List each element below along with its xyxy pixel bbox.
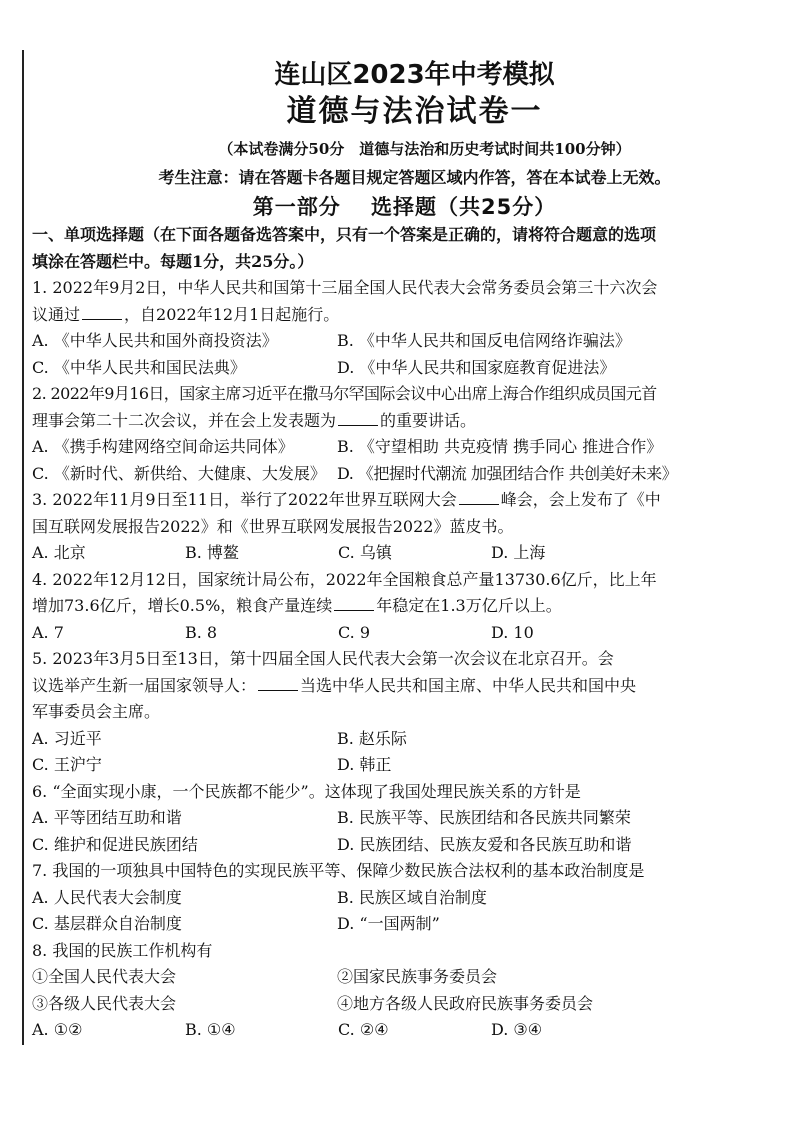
option-a: A. 7 — [32, 622, 64, 642]
option-row — [32, 461, 777, 488]
part-title: 第一部分 选择题（共25分） — [252, 195, 557, 219]
question-stem — [32, 673, 777, 700]
option-row — [32, 1017, 777, 1044]
option-d: D. 《把握时代潮流 加强团结合作 共创美好未来》 — [337, 463, 678, 483]
statement-item: ③各级人民代表大会 — [32, 993, 177, 1013]
option-d: D. 民族团结、民族友爱和各民族互助和谐 — [337, 834, 632, 854]
question-5 — [32, 646, 777, 779]
option-c: C. 基层群众自治制度 — [32, 914, 182, 933]
statement-item: ①全国人民代表大会 — [32, 967, 177, 986]
exam-title-line1: 连山区2023年中考模拟 — [274, 60, 555, 90]
option-d: D. ③④ — [491, 1020, 543, 1039]
stem-text: ，自2022年12月1日起施行。 — [124, 304, 340, 324]
binding-margin-line — [22, 50, 24, 1045]
question-stem: 1. 2022年9月2日，中华人民共和国第十三届全国人民代表大会常务委员会第三十六次会 — [32, 278, 658, 297]
answer-blank — [459, 488, 499, 505]
question-stem: 4. 2022年12月12日，国家统计局公布，2022年全国粮食总产量13730.6亿斤，比上年 — [32, 569, 657, 589]
question-3 — [32, 487, 777, 567]
answer-blank — [82, 303, 122, 320]
stem-text: 增加73.6亿斤，增长0.5%，粮食产量连续 — [32, 596, 333, 615]
question-stem: 7. 我国的一项独具中国特色的实现民族平等、保障少数民族合法权利的基本政治制度是 — [32, 861, 645, 880]
option-c: C. 王沪宁 — [32, 755, 102, 774]
stem-text: 年稳定在1.3万亿斤以上。 — [376, 596, 562, 615]
option-d: D. “一国两制” — [337, 914, 440, 933]
exam-subtitle: （本试卷满分50分 道德与法治和历史考试时间共100分钟） — [218, 140, 631, 158]
option-b: B. 民族区域自治制度 — [337, 887, 487, 907]
option-d: D. 《中华人民共和国家庭教育促进法》 — [337, 357, 616, 377]
option-a: A. ①② — [32, 1020, 83, 1039]
question-2 — [32, 381, 777, 487]
question-stem — [32, 593, 777, 620]
option-d: D. 10 — [491, 622, 534, 642]
question-stem — [32, 408, 777, 435]
item-row — [32, 964, 777, 991]
question-4 — [32, 567, 777, 647]
item-row — [32, 991, 777, 1018]
answer-blank — [334, 594, 374, 611]
option-c: C. 乌镇 — [338, 543, 392, 562]
statement-item: ④地方各级人民政府民族事务委员会 — [337, 993, 594, 1013]
option-b: B. 博鳌 — [185, 543, 239, 562]
option-c: C. 《新时代、新供给、大健康、大发展》 — [32, 463, 326, 483]
question-stem: 2. 2022年9月16日，国家主席习近平在撒马尔罕国际会议中心出席上海合作组织成员国元首 — [32, 384, 657, 403]
option-b: B. 《守望相助 共克疫情 携手同心 推进合作》 — [337, 437, 663, 456]
option-row — [32, 885, 777, 912]
section-instruction-line2: 填涂在答题栏中。每题1分，共25分。） — [32, 251, 314, 271]
question-7 — [32, 858, 777, 938]
option-a: A. 平等团结互助和谐 — [32, 808, 182, 827]
option-c: C. 9 — [338, 622, 371, 642]
question-stem — [32, 487, 777, 514]
stem-text: 议选举产生新一届国家领导人： — [32, 675, 257, 695]
stem-text: 的重要讲话。 — [380, 410, 477, 430]
option-b: B. 8 — [185, 622, 218, 642]
option-row — [32, 355, 777, 382]
option-row — [32, 434, 777, 461]
option-row — [32, 911, 777, 938]
stem-text: 理事会第二十二次会议，并在会上发表题为 — [32, 410, 337, 430]
option-c: C. ②④ — [338, 1020, 389, 1039]
exam-page — [32, 58, 777, 1044]
stem-text: 当选中华人民共和国主席、中华人民共和国中央 — [300, 675, 637, 695]
option-c: C. 维护和促进民族团结 — [32, 834, 198, 854]
question-6 — [32, 779, 777, 859]
option-row — [32, 620, 777, 647]
option-c: C. 《中华人民共和国民法典》 — [32, 357, 246, 377]
question-stem: 军事委员会主席。 — [32, 702, 161, 721]
answer-blank — [258, 674, 298, 691]
question-stem: 8. 我国的民族工作机构有 — [32, 940, 213, 960]
option-row — [32, 328, 777, 355]
section-instruction-line1: 一、单项选择题（在下面各题备选答案中，只有一个答案是正确的，请将符合题意的选项 — [32, 225, 657, 244]
option-a: A. 《中华人民共和国外商投资法》 — [32, 331, 278, 350]
option-row — [32, 805, 777, 832]
stem-text: 3. 2022年11月9日至11日，举行了2022年世界互联网大会 — [32, 490, 457, 509]
option-b: B. 赵乐际 — [337, 728, 407, 748]
statement-item: ②国家民族事务委员会 — [337, 967, 498, 986]
exam-title-line2: 道德与法治试卷一 — [286, 94, 543, 129]
option-d: D. 上海 — [491, 543, 546, 562]
option-row — [32, 726, 777, 753]
question-1 — [32, 275, 777, 381]
question-stem: 国互联网发展报告2022》和《世界互联网发展报告2022》蓝皮书。 — [32, 516, 514, 536]
option-a: A. 《携手构建网络空间命运共同体》 — [32, 437, 294, 456]
question-8 — [32, 938, 777, 1044]
stem-text: 议通过 — [32, 304, 81, 324]
option-b: B. ①④ — [185, 1020, 236, 1039]
option-a: A. 习近平 — [32, 728, 102, 748]
question-stem: 6. “全面实现小康，一个民族都不能少”。这体现了我国处理民族关系的方针是 — [32, 781, 581, 801]
exam-notice: 考生注意：请在答题卡各题目规定答题区域内作答，答在本试卷上无效。 — [158, 168, 671, 187]
stem-text: 峰会，会上发布了《中 — [500, 490, 661, 509]
option-row — [32, 832, 777, 859]
question-stem: 5. 2023年3月5日至13日，第十四届全国人民代表大会第一次会议在北京召开。会 — [32, 649, 614, 668]
option-row — [32, 752, 777, 779]
option-a: A. 人民代表大会制度 — [32, 887, 182, 907]
option-d: D. 韩正 — [337, 755, 392, 774]
option-b: B. 民族平等、民族团结和各民族共同繁荣 — [337, 808, 631, 827]
option-b: B. 《中华人民共和国反电信网络诈骗法》 — [337, 331, 631, 350]
option-row — [32, 540, 777, 567]
answer-blank — [338, 409, 378, 426]
question-stem — [32, 302, 777, 329]
option-a: A. 北京 — [32, 543, 86, 562]
